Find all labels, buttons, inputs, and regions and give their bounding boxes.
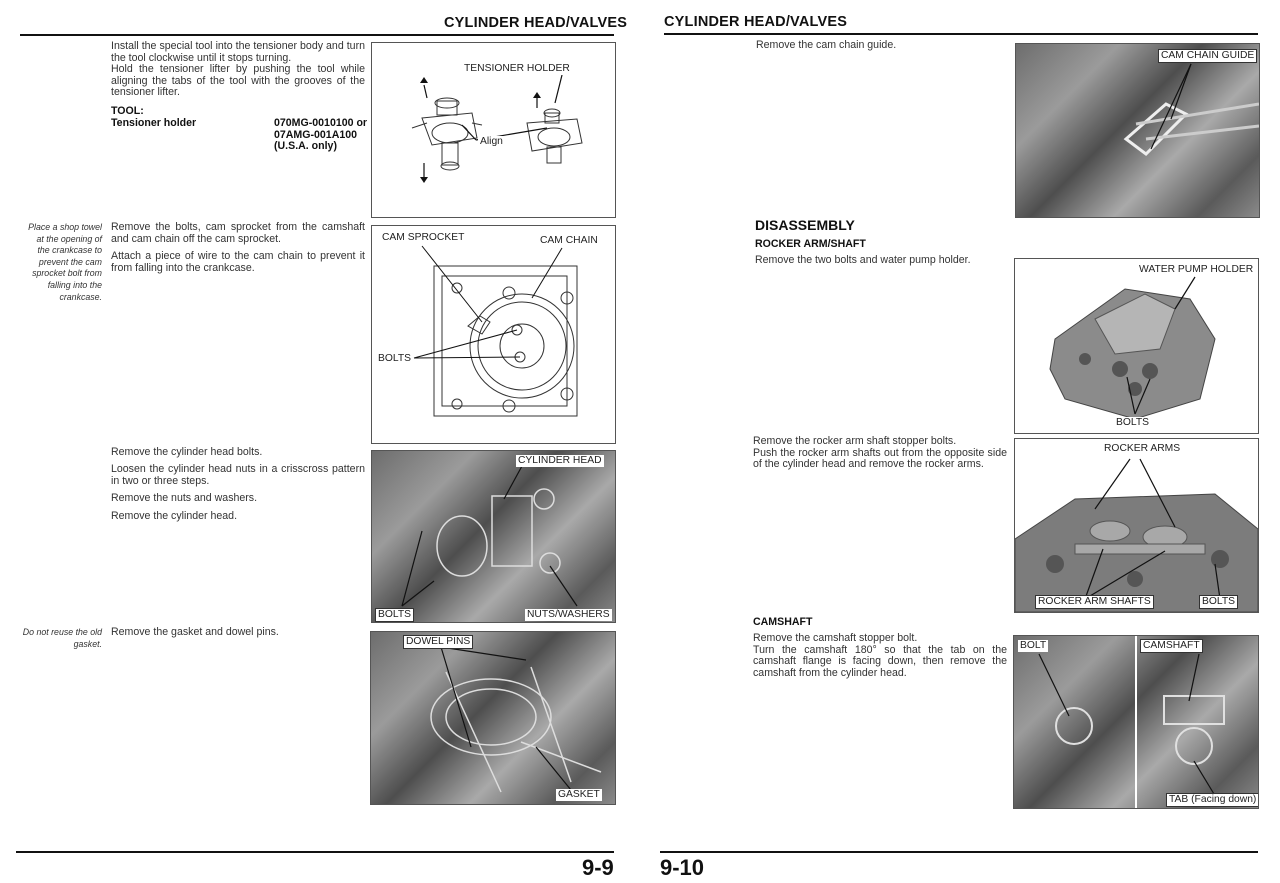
water-pump-holder-photo (1014, 258, 1259, 434)
label-bolt: BOLT (1020, 640, 1047, 651)
tool-number: 070MG-0010100 or 07AMG-001A100 (U.S.A. only) (274, 117, 368, 153)
left-step2-text-b: Attach a piece of wire to the cam chain to prevent it from falling into the crankcase. (111, 250, 365, 274)
cam-sprocket-drawing (372, 226, 615, 443)
label-cylinder-head: CYLINDER HEAD (518, 455, 602, 466)
camshaft-heading: CAMSHAFT (753, 616, 813, 628)
rocker-text: Remove the rocker arm shaft stopper bolts. Push the rocker arm shafts out from the opposite side of the cylinder head and remove the rocker arms. (753, 435, 1007, 471)
label-bolts-2: BOLTS (375, 608, 414, 622)
label-rocker-arm-shafts: ROCKER ARM SHAFTS (1035, 595, 1154, 609)
camshaft-text: Remove the camshaft stopper bolt. Turn the camshaft 180° so that the tab on the camshaft flange is facing down, then remove the camshaft from the cylinder head. (753, 632, 1007, 679)
cylinder-head-callouts (372, 451, 615, 622)
left-step3-line3: Remove the nuts and washers. (111, 492, 258, 504)
gasket-photo (370, 631, 616, 805)
left-step1-text: Install the special tool into the tensioner body and turn the tool clockwise until it stops turning. Hold the tensioner lifter by pushing the tool while aligning the tabs of the tool with the grooves of the tensioner lifter. (111, 40, 365, 99)
label-tab-facing-down: TAB (Facing down) (1166, 793, 1259, 807)
label-cam-chain: CAM CHAIN (540, 235, 598, 246)
tool-heading: TOOL: (111, 105, 144, 117)
cylinder-head-photo (371, 450, 616, 623)
rocker-arms-photo (1014, 438, 1259, 613)
rocker-arm-shaft-subheading: ROCKER ARM/SHAFT (755, 238, 866, 250)
right-header-rule (664, 33, 1258, 35)
right-footer-rule (660, 851, 1258, 853)
gasket-callouts (371, 632, 615, 804)
disassembly-text: Remove the two bolts and water pump holder. (755, 254, 971, 266)
label-bolts-3: BOLTS (1116, 417, 1149, 428)
tensioner-holder-figure (371, 42, 616, 218)
left-step3-line4: Remove the cylinder head. (111, 510, 238, 522)
label-bolts-4: BOLTS (1199, 595, 1238, 609)
water-pump-holder-drawing (1015, 259, 1258, 433)
left-footer-rule (16, 851, 614, 853)
cam-sprocket-figure (371, 225, 616, 444)
left-header-rule (20, 34, 614, 36)
right-page-header: CYLINDER HEAD/VALVES (664, 14, 848, 30)
tool-name: Tensioner holder (111, 117, 197, 129)
camshaft-callouts (1014, 636, 1258, 808)
left-step2-text-a: Remove the bolts, cam sprocket from the camshaft and cam chain off the cam sprocket. (111, 221, 365, 245)
label-dowel-pins: DOWEL PINS (403, 635, 473, 649)
left-page-header: CYLINDER HEAD/VALVES (444, 15, 628, 31)
label-gasket: GASKET (558, 789, 600, 800)
camshaft-photo (1013, 635, 1259, 809)
right-step1-text: Remove the cam chain guide. (756, 39, 897, 51)
left-step4-side-note: Do not reuse the old gasket. (22, 627, 102, 649)
left-step4-text: Remove the gasket and dowel pins. (111, 626, 279, 638)
label-camshaft: CAMSHAFT (1140, 639, 1203, 653)
right-page-number: 9-10 (660, 855, 705, 880)
label-nuts-washers: NUTS/WASHERS (527, 609, 610, 620)
disassembly-heading: DISASSEMBLY (755, 217, 855, 233)
left-page-number: 9-9 (582, 855, 614, 880)
left-step3-line2: Loosen the cylinder head nuts in a crisscross pattern in two or three steps. (111, 463, 365, 487)
left-step3-line1: Remove the cylinder head bolts. (111, 446, 263, 458)
label-bolts: BOLTS (378, 353, 411, 364)
rocker-arms-drawing (1015, 439, 1258, 612)
cam-chain-guide-callouts (1016, 44, 1259, 217)
label-cam-chain-guide: CAM CHAIN GUIDE (1158, 49, 1257, 63)
label-tensioner-holder: TENSIONER HOLDER (464, 63, 570, 74)
label-align: Align (480, 136, 503, 147)
left-step2-side-note: Place a shop towel at the opening of the crankcase to prevent the cam sprocket bolt from falling into the crankcase. (28, 222, 102, 302)
label-water-pump-holder: WATER PUMP HOLDER (1139, 264, 1254, 275)
label-rocker-arms: ROCKER ARMS (1104, 443, 1181, 454)
label-cam-sprocket: CAM SPROCKET (382, 232, 465, 243)
cam-chain-guide-photo (1015, 43, 1260, 218)
